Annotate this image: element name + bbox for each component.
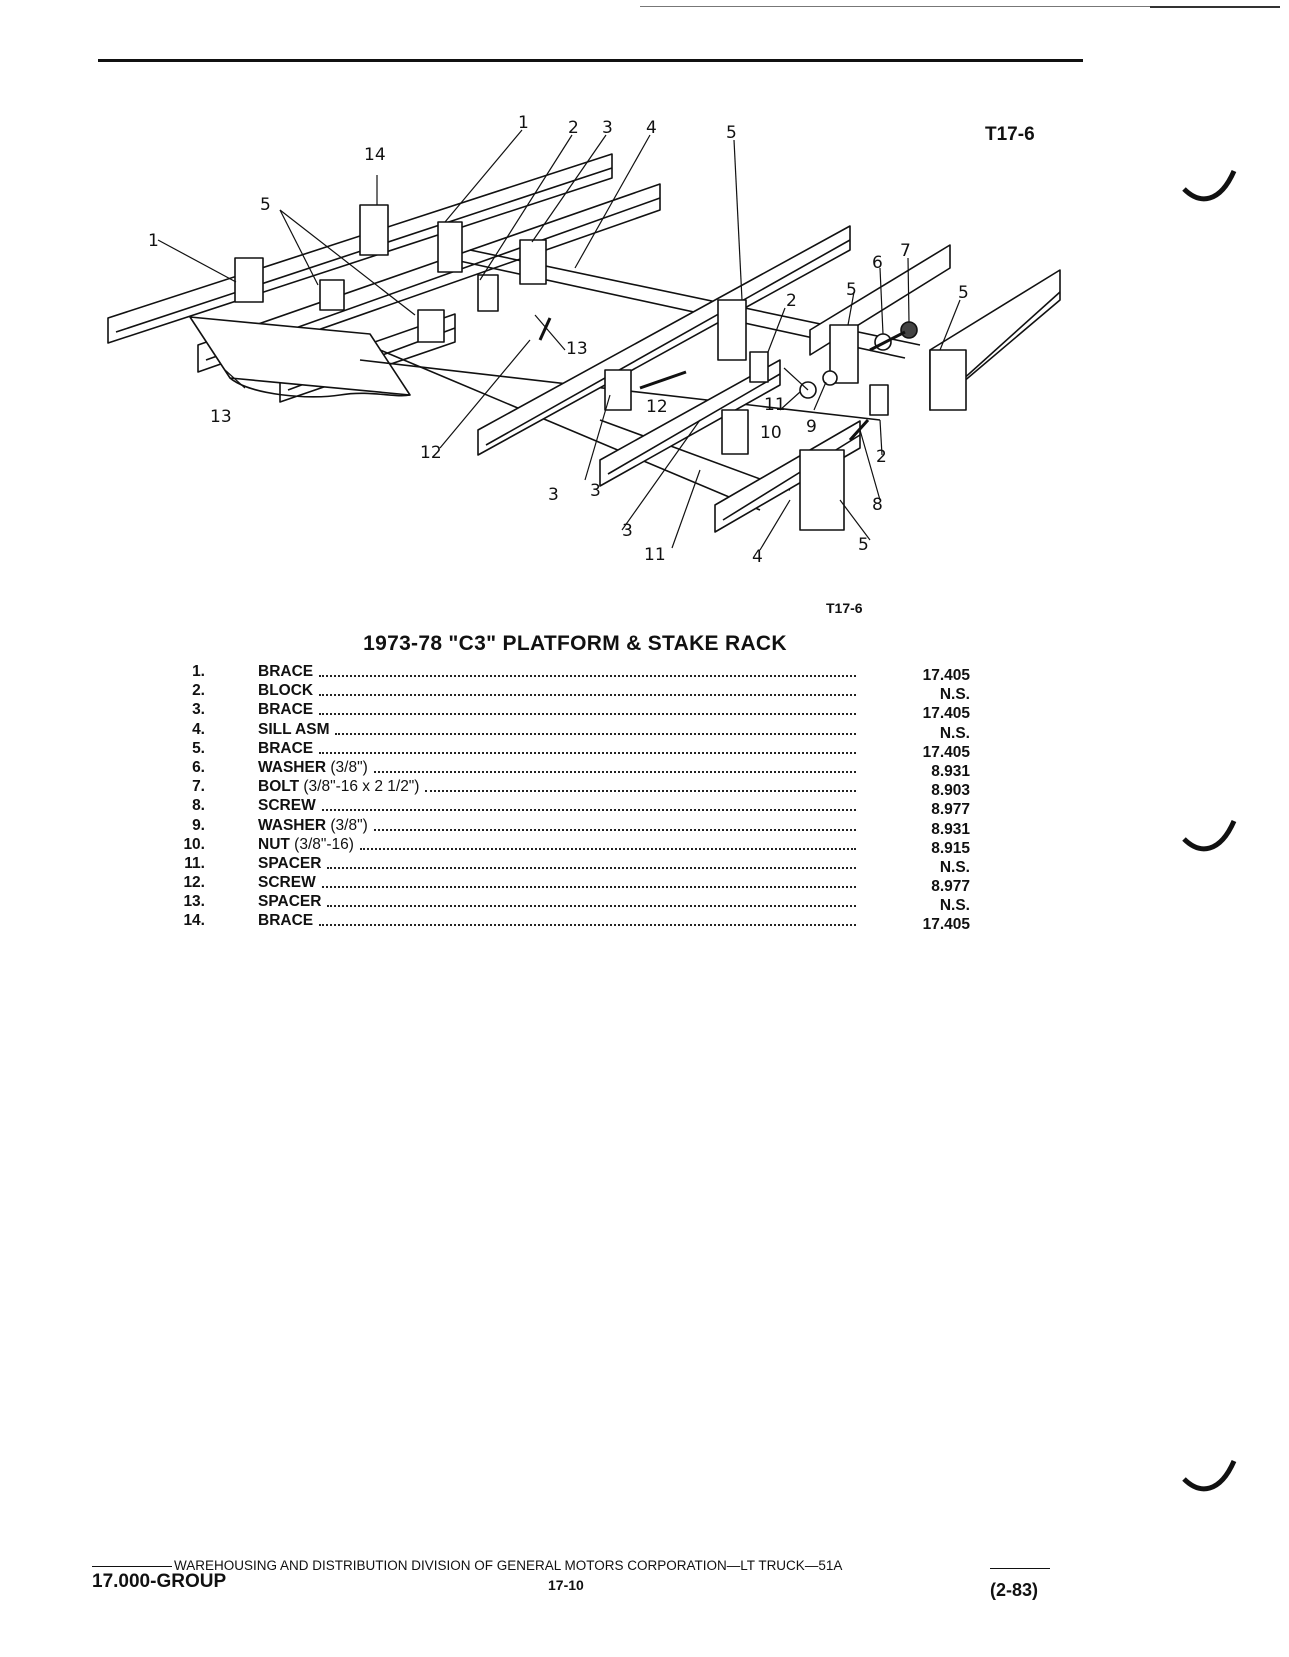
dot-leader [319,675,856,677]
parts-list-row [160,720,970,742]
part-name: SCREW [258,874,316,892]
part-description [258,911,313,930]
brace-3-front-2 [722,410,748,454]
part-number: 6. [192,758,205,776]
part-reference: 17.405 [922,743,970,761]
part-number: 11. [184,854,205,872]
callout-10: 10 [760,423,782,443]
part-description [258,854,321,873]
callout-14: 14 [364,145,386,165]
parts-list-row [160,777,970,800]
dot-leader [335,733,856,735]
brace-5-rear [320,280,344,310]
part-reference: 8.931 [931,762,970,780]
dot-leader [327,867,856,869]
parts-list-row [160,892,970,915]
sill-asm [380,350,760,510]
footer-group: 17.000-GROUP [92,1571,227,1592]
callout-3-front: 3 [548,485,559,505]
part-number: 14. [183,912,205,930]
callout-5-bottom: 5 [858,535,869,555]
part-name: NUT [258,835,290,853]
callout-9: 9 [806,417,817,437]
part-name: SILL ASM [258,720,330,738]
block-2-rear [478,275,498,311]
callout-2-top: 2 [568,118,579,138]
part-reference: 8.915 [931,839,970,857]
part-description [258,758,368,777]
binder-hole-mark-middle [1180,815,1240,865]
callout-5-top: 5 [726,123,737,143]
dot-leader [327,905,856,907]
parts-list-row [160,911,970,934]
parts-list-row [160,873,970,896]
part-reference: 8.977 [931,801,970,819]
callout-11-bottom: 11 [644,545,666,565]
footer-dash-left [92,1566,172,1567]
callout-7: 7 [900,241,911,261]
part-description [258,796,316,815]
part-description [258,662,313,681]
part-number: 10. [183,835,205,853]
brace-3-right [930,350,966,410]
binder-hole-mark-top [1180,165,1240,215]
part-name: BRACE [258,912,314,930]
binder-hole-mark-bottom [1180,1455,1240,1505]
part-name: WASHER [258,758,327,776]
parts-list-row [160,739,970,761]
callout-2-right: 2 [876,447,887,467]
callout-12-left: 12 [420,443,442,463]
footer-date: (2-83) [990,1580,1039,1600]
part-name: BOLT [258,778,300,796]
exploded-assembly-diagram [0,0,1289,620]
part-name: BRACE [258,701,314,719]
part-description [258,777,419,796]
parts-list-row [160,816,970,838]
part-reference: 17.405 [922,916,970,934]
parts-list [160,662,970,934]
callout-1-left: 1 [148,231,159,251]
parts-list-row [160,796,970,819]
part-spec: (3/8") [330,816,368,834]
block-2-right [870,385,888,415]
part-description [258,816,368,835]
callout-11-mid: 11 [764,395,786,415]
callout-8: 8 [872,495,883,515]
part-reference: 17.405 [922,705,970,723]
part-spec: (3/8"-16) [294,835,354,853]
figure-id-bottom: T17-6 [826,600,863,616]
block-2-front [750,352,768,382]
brace-1 [235,258,263,302]
parts-list-row [160,681,970,704]
parts-list-row [160,662,970,684]
part-description [258,720,329,739]
footer-page-number: 17-10 [548,1577,584,1593]
brace-14 [360,205,388,255]
part-name: WASHER [258,816,327,834]
figure-id-top: T17-6 [985,124,1035,145]
footer-division: WAREHOUSING AND DISTRIBUTION DIVISION OF GENERAL MOTORS CORPORATION—LT TRUCK—51A [174,1558,843,1573]
part-number: 1. [192,663,205,680]
callout-13-mid: 13 [566,339,588,359]
part-description [258,835,354,854]
part-name: BRACE [258,663,314,680]
callout-1-top: 1 [518,113,529,133]
part-number: 4. [192,720,205,738]
page-title: 1973-78 "C3" PLATFORM & STAKE RACK [363,632,787,655]
callout-3-right: 5 [958,283,969,303]
parts-list-row [160,758,970,780]
callout-4-top: 4 [646,118,657,138]
sill-rear [190,317,410,397]
part-description [258,681,313,700]
part-number: 13. [183,893,205,911]
part-spec: (3/8") [330,758,368,776]
dot-leader [322,809,856,811]
part-number: 12. [183,874,205,892]
part-number: 7. [192,778,205,796]
part-number: 3. [192,701,205,719]
parts-list-row [160,854,970,876]
dot-leader [374,771,856,773]
callout-3-bottom-2: 3 [622,521,633,541]
part-spec: (3/8"-16 x 2 1/2") [303,778,420,796]
callout-4-bottom: 4 [752,547,763,567]
part-number: 8. [192,797,205,815]
part-description [258,700,313,719]
part-reference: 8.903 [931,782,970,800]
part-name: SCREW [258,797,316,815]
dot-leader [360,848,856,850]
callout-5-left: 5 [260,195,271,215]
part-reference: N.S. [939,686,970,704]
part-description [258,739,313,758]
callout-6: 6 [872,253,883,273]
part-name: SPACER [258,893,322,911]
part-reference: 8.931 [931,820,970,838]
part-number: 9. [192,816,205,834]
part-number: 5. [192,739,205,757]
parts-list-row [160,835,970,857]
bolt-head-7 [901,322,917,338]
dot-leader [319,924,856,926]
part-name: BRACE [258,739,314,757]
part-reference: 17.405 [922,667,970,684]
callout-3-bottom: 3 [590,481,601,501]
footer-dash-right [990,1568,1050,1569]
dot-leader [425,790,856,792]
brace-rear-center [438,222,462,272]
part-description [258,873,316,892]
part-name: BLOCK [258,682,314,700]
screw-12-rear [540,318,550,340]
brace-5-bottom [800,450,844,530]
part-reference: N.S. [939,724,970,742]
dot-leader [322,886,856,888]
part-reference: 8.977 [931,878,970,896]
part-reference: N.S. [939,858,970,876]
brace-5-mid [418,310,444,342]
callout-3-top: 3 [602,118,613,138]
screw-12-front [640,372,686,388]
callout-2-mid: 2 [786,291,797,311]
parts-list-row [160,700,970,723]
brace-5-front [718,300,746,360]
part-number: 2. [192,682,205,700]
dot-leader [319,713,856,715]
callout-5-right: 5 [846,280,857,300]
dot-leader [319,752,856,754]
callout-12-mid: 12 [646,397,668,417]
part-description [258,892,321,911]
part-name: SPACER [258,854,322,872]
callout-13-left: 13 [210,407,232,427]
dot-leader [374,829,856,831]
dot-leader [319,694,856,696]
part-reference: N.S. [939,897,970,915]
brace-3-rear [520,240,546,284]
brace-3-front [605,370,631,410]
